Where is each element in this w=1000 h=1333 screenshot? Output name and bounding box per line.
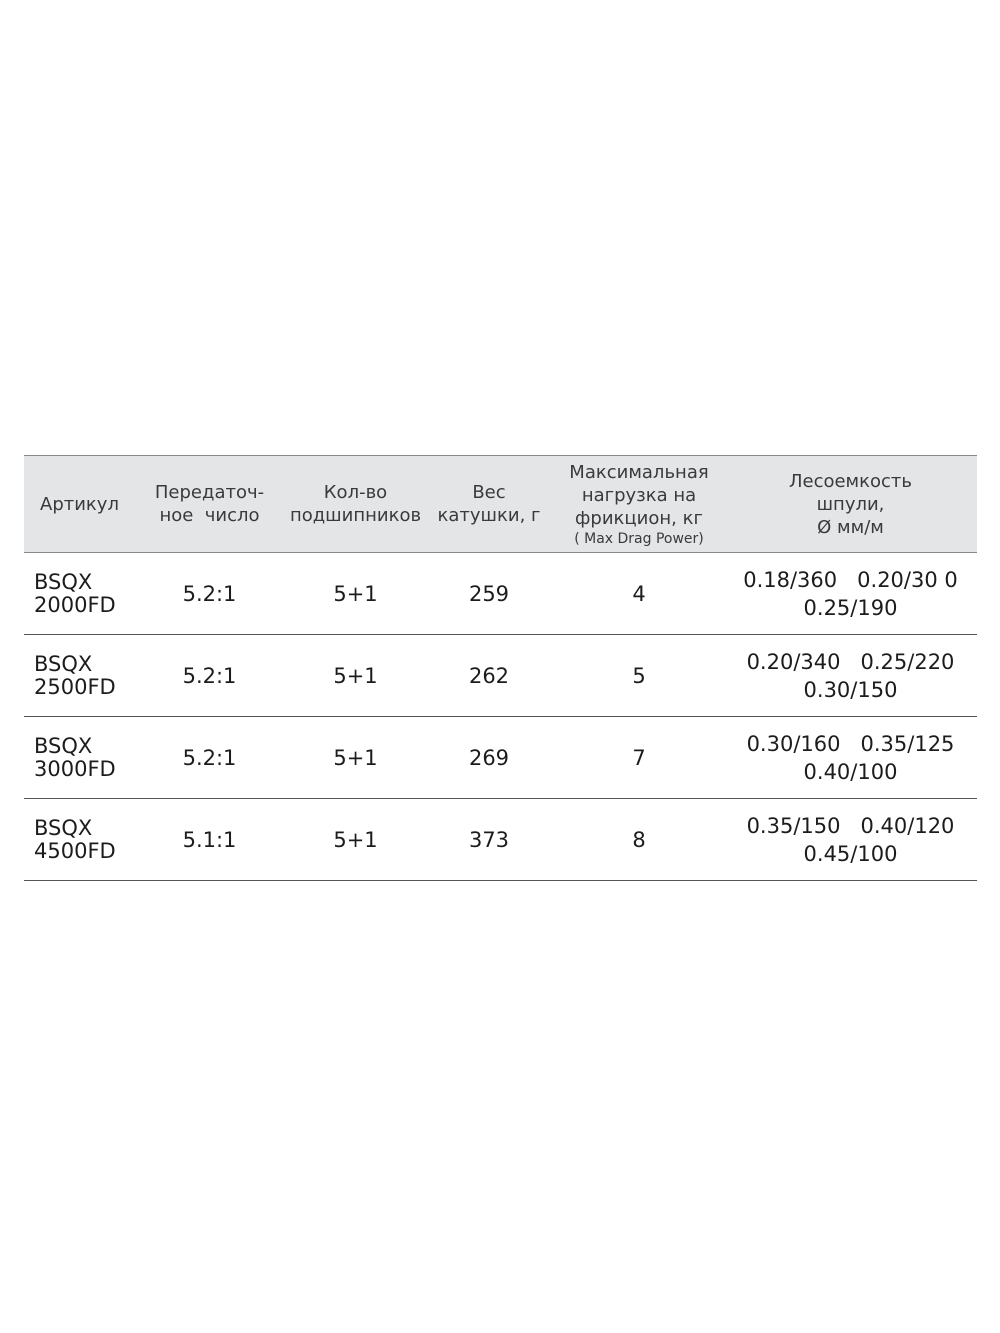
cell-weight: 269 (468, 745, 510, 770)
cell-line-capacity: 0.30/160 0.35/125 0.40/100 (746, 731, 955, 784)
cell-line-capacity: 0.35/150 0.40/120 0.45/100 (746, 813, 955, 866)
cell-max-drag: 4 (632, 581, 646, 606)
table-row (24, 717, 977, 799)
cell-bearings: 5+1 (333, 663, 378, 688)
cell-gear-ratio: 5.2:1 (182, 745, 237, 770)
cell-article: BSQX 2000FD (34, 569, 116, 617)
table-header-row (24, 456, 977, 553)
cell-gear-ratio: 5.1:1 (182, 827, 237, 852)
cell-weight: 373 (468, 827, 510, 852)
table-row (24, 553, 977, 635)
cell-bearings: 5+1 (333, 745, 378, 770)
cell-max-drag: 5 (632, 663, 646, 688)
header-article: Артикул (40, 493, 119, 515)
header-bearings: Кол-во подшипников (289, 482, 422, 526)
cell-bearings: 5+1 (333, 581, 378, 606)
cell-article: BSQX 4500FD (34, 815, 116, 863)
cell-gear-ratio: 5.2:1 (182, 581, 237, 606)
cell-max-drag: 8 (632, 827, 646, 852)
spec-table (24, 455, 977, 881)
header-gear-ratio: Передаточ- ное число (154, 482, 265, 526)
cell-line-capacity: 0.18/360 0.20/30 0 0.25/190 (743, 567, 958, 620)
header-line-capacity: Лесоемкость шпули, Ø мм/м (788, 470, 913, 538)
table-row (24, 635, 977, 717)
cell-article: BSQX 3000FD (34, 733, 116, 781)
cell-gear-ratio: 5.2:1 (182, 663, 237, 688)
header-weight: Вес катушки, г (437, 482, 541, 526)
cell-weight: 262 (468, 663, 510, 688)
cell-max-drag: 7 (632, 745, 646, 770)
table-row (24, 799, 977, 881)
cell-weight: 259 (468, 581, 510, 606)
header-max-drag: Максимальная нагрузка на фрикцион, кг ( Max Drag Power) (554, 456, 724, 553)
cell-article: BSQX 2500FD (34, 651, 116, 699)
cell-line-capacity: 0.20/340 0.25/220 0.30/150 (746, 649, 955, 702)
spec-table-wrapper (24, 455, 977, 881)
cell-bearings: 5+1 (333, 827, 378, 852)
header-max-drag-sub: ( Max Drag Power) (574, 530, 704, 547)
